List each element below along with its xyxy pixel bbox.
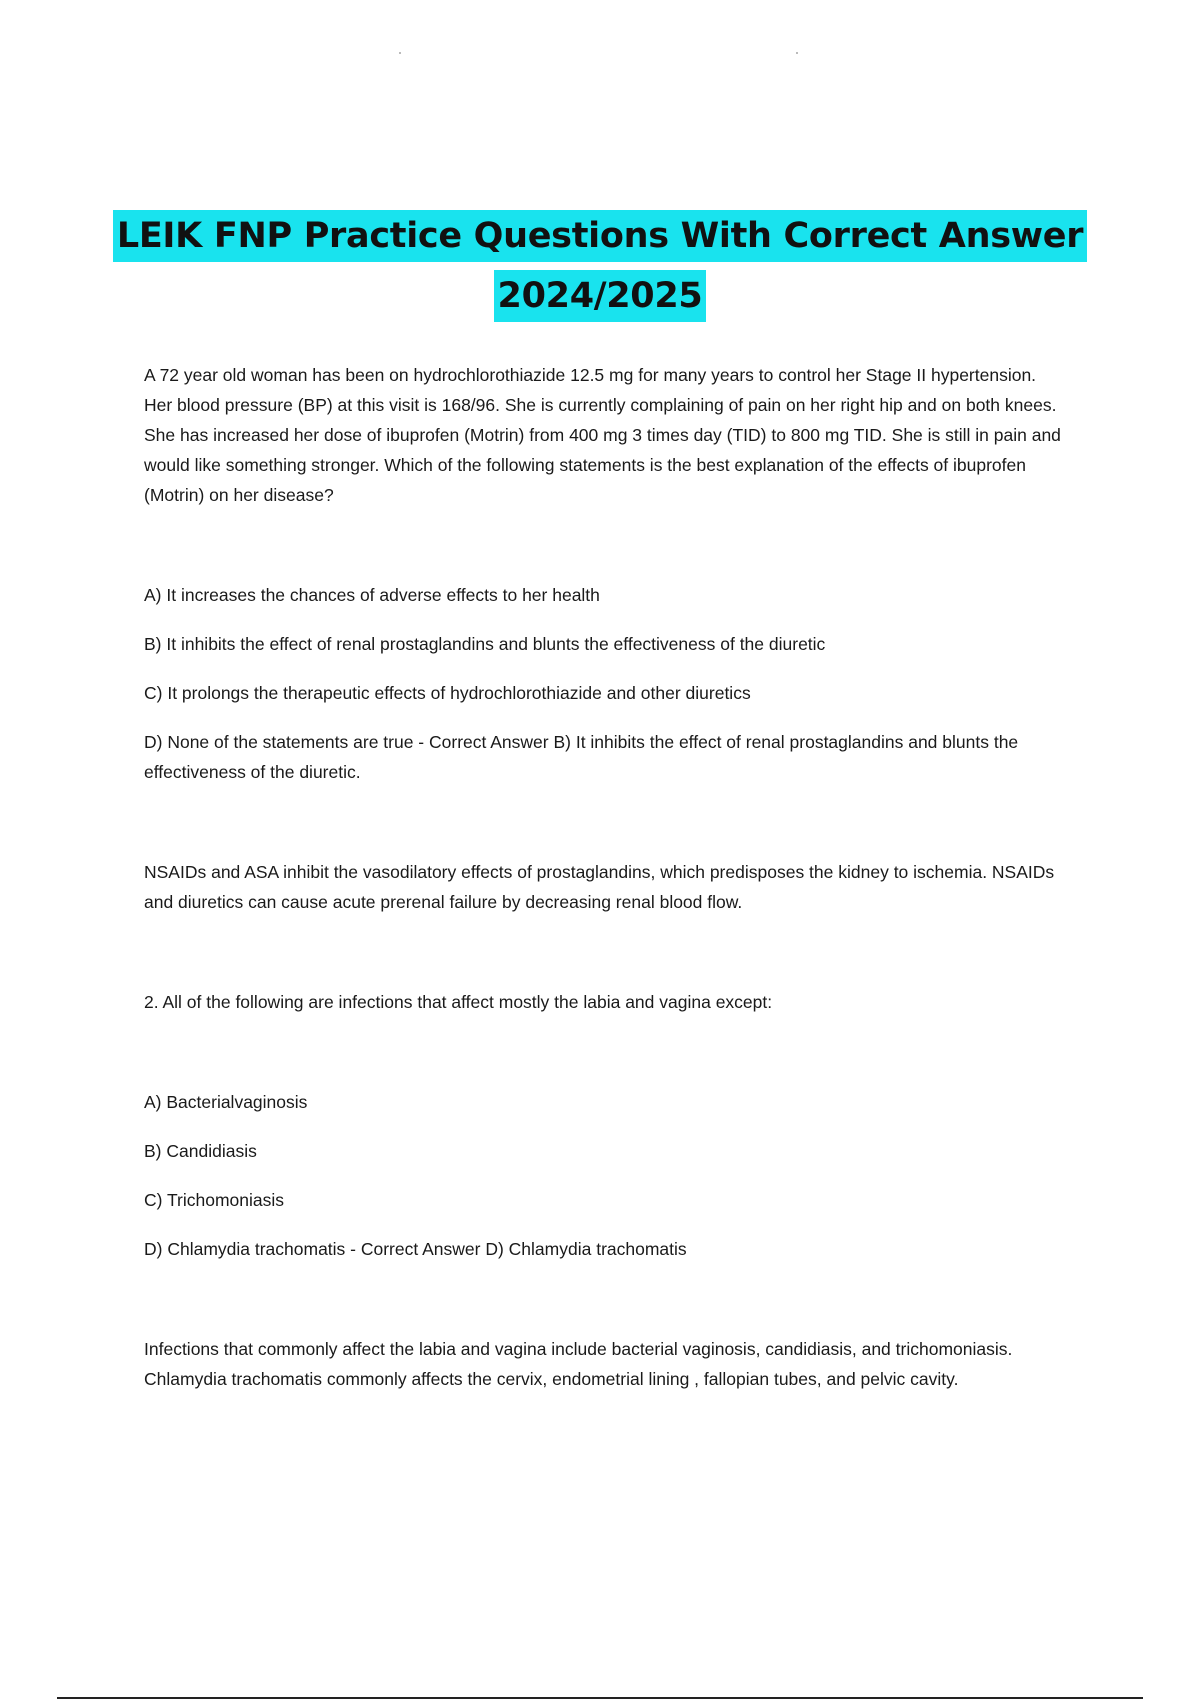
question-2-stem: 2. All of the following are infections that affect mostly the labia and vagina except: (144, 992, 773, 1012)
document-title (0, 210, 1200, 330)
scan-speck (399, 52, 401, 54)
footer-rule (57, 1697, 1143, 1699)
question-content (144, 360, 1069, 1394)
scan-speck (796, 52, 798, 54)
question-2-option-c: C) Trichomoniasis (144, 1190, 285, 1210)
question-1-option-d-answer: D) None of the statements are true - Correct Answer B) It inhibits the effect of renal prostaglandins and blunts the effectiveness of the diuretic. (144, 732, 1019, 782)
question-1-stem: A 72 year old woman has been on hydrochlorothiazide 12.5 mg for many years to control her Stage II hypertension. Her blood pressure (BP) at this visit is 168/96. She is currently complaining of pain on her right hip and on both knees. She has increased her dose of ibuprofen (Motrin) from 400 mg 3 times day (TID) to 800 mg TID. She is still in pain and would like something stronger. Which of the following statements is the best explanation of the effects of ibuprofen (Motrin) on her disease? (144, 365, 1061, 505)
question-1 (144, 360, 1069, 917)
title-line-1: LEIK FNP Practice Questions With Correct Answer (113, 210, 1087, 262)
question-1-explanation: NSAIDs and ASA inhibit the vasodilatory effects of prostaglandins, which predisposes the kidney to ischemia. NSAIDs and diuretics can cause acute prerenal failure by decreasing renal blood flow. (144, 862, 1055, 912)
question-2-option-b: B) Candidiasis (144, 1141, 257, 1161)
question-2-explanation: Infections that commonly affect the labia and vagina include bacterial vaginosis, candidiasis, and trichomoniasis. Chlamydia trachomatis commonly affects the cervix, endometrial lining , fallopian tubes, and pelvic cavity. (144, 1339, 1013, 1389)
title-line-2: 2024/2025 (494, 270, 707, 322)
question-2-option-a: A) Bacterialvaginosis (144, 1092, 308, 1112)
question-1-option-b: B) It inhibits the effect of renal prostaglandins and blunts the effectiveness of the diuretic (144, 634, 826, 654)
question-2 (144, 987, 1069, 1394)
question-1-option-a: A) It increases the chances of adverse effects to her health (144, 585, 600, 605)
question-1-option-c: C) It prolongs the therapeutic effects of hydrochlorothiazide and other diuretics (144, 683, 751, 703)
question-2-option-d-answer: D) Chlamydia trachomatis - Correct Answer D) Chlamydia trachomatis (144, 1239, 687, 1259)
